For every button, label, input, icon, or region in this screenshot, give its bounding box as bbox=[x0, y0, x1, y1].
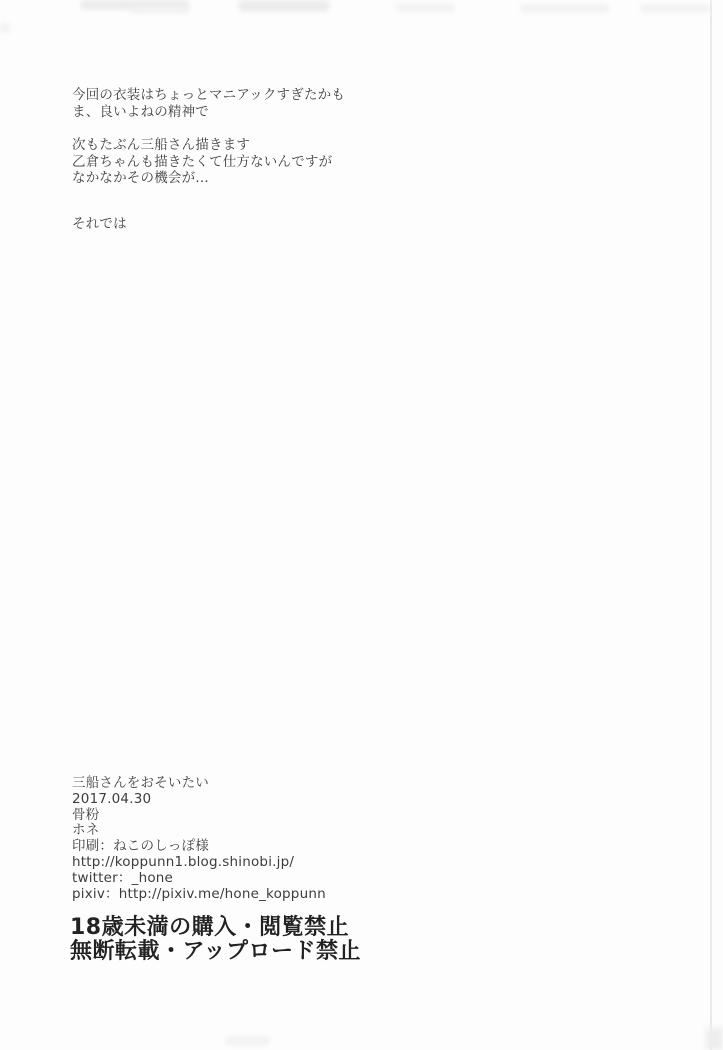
afterword-line: 乙倉ちゃんも描きたくて仕方ないんですが bbox=[72, 153, 333, 170]
colophon-printer: 印刷：ねこのしっぽ様 bbox=[72, 838, 209, 855]
warning-notice bbox=[70, 916, 361, 963]
scan-smudge bbox=[640, 4, 710, 13]
scan-smudge bbox=[238, 0, 330, 12]
scan-smudge bbox=[706, 1028, 723, 1050]
warning-line-repost: 無断転載・アップロード禁止 bbox=[70, 938, 361, 964]
afterword-line: 今回の衣装はちょっとマニアックすぎたかも bbox=[72, 87, 346, 103]
colophon-author-name: ホネ bbox=[72, 822, 100, 839]
afterword-line: なかなかその機会が… bbox=[72, 170, 209, 186]
colophon-date: 2017.04.30 bbox=[72, 790, 152, 807]
scan-smudge bbox=[0, 22, 10, 34]
afterword-paragraph-2 bbox=[72, 137, 332, 187]
scan-smudge bbox=[130, 8, 190, 14]
colophon bbox=[72, 776, 326, 902]
scan-smudge bbox=[520, 4, 610, 13]
page-edge-line bbox=[710, 0, 712, 1050]
colophon-twitter: twitter：_hone bbox=[72, 869, 174, 886]
afterword-line: それでは bbox=[72, 216, 127, 232]
afterword-line: 次もたぶん三船さん描きます bbox=[72, 137, 251, 153]
scan-smudge bbox=[225, 1036, 270, 1046]
scan-smudge bbox=[395, 3, 455, 12]
afterword-closing bbox=[72, 216, 127, 233]
colophon-circle-name: 骨粉 bbox=[72, 806, 100, 823]
colophon-pixiv-url: pixiv：http://pixiv.me/hone_koppunn bbox=[72, 885, 326, 902]
afterword-line: ま、良いよねの精神で bbox=[72, 103, 209, 120]
afterword-paragraph-1 bbox=[72, 87, 345, 120]
colophon-blog-url: http://koppunn1.blog.shinobi.jp/ bbox=[72, 853, 295, 870]
colophon-book-title: 三船さんをおそいたい bbox=[72, 775, 209, 791]
warning-line-age: 18歳未満の購入・閲覧禁止 bbox=[70, 915, 350, 940]
